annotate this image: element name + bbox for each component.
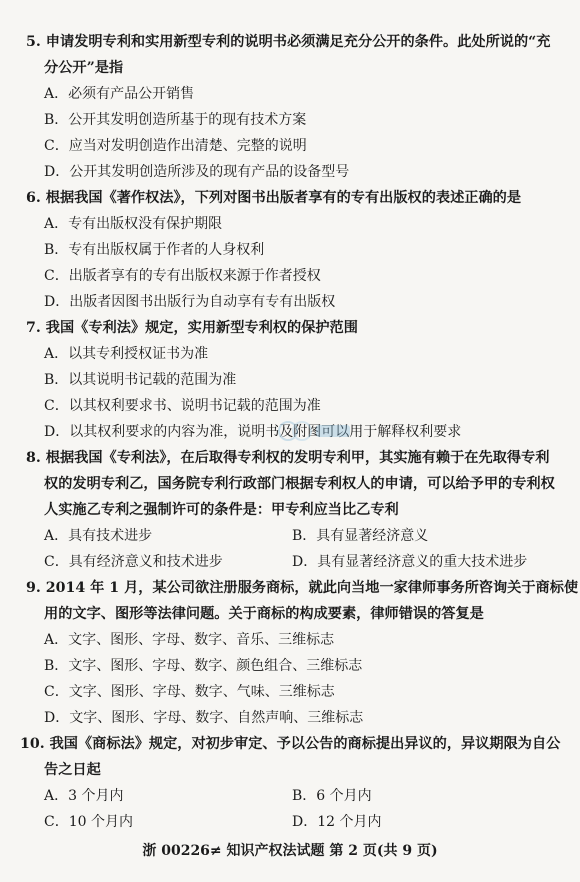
question-10-option-b: B．6 个月内 — [292, 788, 372, 804]
question-5-option-c: C．应当对发明创造作出清楚、完整的说明 — [44, 138, 307, 154]
question-8-line-2: 权的发明专利乙，国务院专利行政部门根据专利权人的申请，可以给予甲的专利权 — [44, 476, 555, 492]
question-9-option-b: B．文字、图形、字母、数字、颜色组合、三维标志 — [44, 658, 363, 674]
question-5-option-d: D．公开其发明创造所涉及的现有产品的设备型号 — [44, 164, 350, 180]
question-10-option-a: A．3 个月内 — [44, 788, 124, 804]
question-6-option-b: B．专有出版权属于作者的人身权利 — [44, 242, 265, 258]
question-7-option-d: D．以其权利要求的内容为准，说明书及附图可以用于解释权利要求 — [44, 424, 462, 440]
question-10-option-d: D．12 个月内 — [292, 814, 382, 830]
question-8-line-3: 人实施乙专利之强制许可的条件是：甲专利应当比乙专利 — [44, 502, 399, 518]
question-10-line-2: 告之日起 — [44, 762, 101, 778]
question-8-option-b: B．具有显著经济意义 — [292, 528, 429, 544]
question-5-line-2: 分公开”是指 — [44, 60, 124, 76]
question-7-option-a: A．以其专利授权证书为准 — [44, 346, 209, 362]
question-9-option-d: D．文字、图形、字母、数字、自然声响、三维标志 — [44, 710, 364, 726]
question-5-option-b: B．公开其发明创造所基于的现有技术方案 — [44, 112, 307, 128]
watermark-logo-icon — [276, 418, 356, 444]
question-5-option-a: A．必须有产品公开销售 — [44, 86, 195, 102]
question-6-option-d: D．出版者因图书出版行为自动享有专有出版权 — [44, 294, 336, 310]
question-5-line-1: 5. 申请发明专利和实用新型专利的说明书必须满足充分公开的条件。此处所说的“充 — [26, 34, 551, 50]
question-10-line-1: 10. 我国《商标法》规定，对初步审定、予以公告的商标提出异议的，异议期限为自公 — [20, 736, 561, 752]
question-8-line-1: 8. 根据我国《专利法》，在后取得专利权的发明专利甲，其实施有赖于在先取得专利 — [26, 450, 550, 466]
question-7-line-1: 7. 我国《专利法》规定，实用新型专利权的保护范围 — [26, 320, 358, 336]
question-7-option-b: B．以其说明书记载的范围为准 — [44, 372, 237, 388]
question-6-line-1: 6. 根据我国《著作权法》，下列对图书出版者享有的专有出版权的表述正确的是 — [26, 190, 522, 206]
question-8-option-c: C．具有经济意义和技术进步 — [44, 554, 223, 570]
question-9-line-2: 用的文字、图形等法律问题。关于商标的构成要素，律师错误的答复是 — [44, 606, 484, 622]
question-6-option-c: C．出版者享有的专有出版权来源于作者授权 — [44, 268, 321, 284]
question-6-option-a: A．专有出版权没有保护期限 — [44, 216, 223, 232]
question-7-option-c: C．以其权利要求书、说明书记载的范围为准 — [44, 398, 321, 414]
question-8-option-a: A．具有技术进步 — [44, 528, 153, 544]
question-9-option-a: A．文字、图形、字母、数字、音乐、三维标志 — [44, 632, 335, 648]
question-9-line-1: 9. 2014 年 1 月，某公司欲注册服务商标，就此向当地一家律师事务所咨询关于商标使 — [26, 580, 579, 596]
question-10-option-c: C．10 个月内 — [44, 814, 133, 830]
question-8-option-d: D．具有显著经济意义的重大技术进步 — [292, 554, 528, 570]
page-footer: 浙 00226≠ 知识产权法试题 第 2 页(共 9 页) — [142, 843, 438, 859]
question-9-option-c: C．文字、图形、字母、数字、气味、三维标志 — [44, 684, 335, 700]
